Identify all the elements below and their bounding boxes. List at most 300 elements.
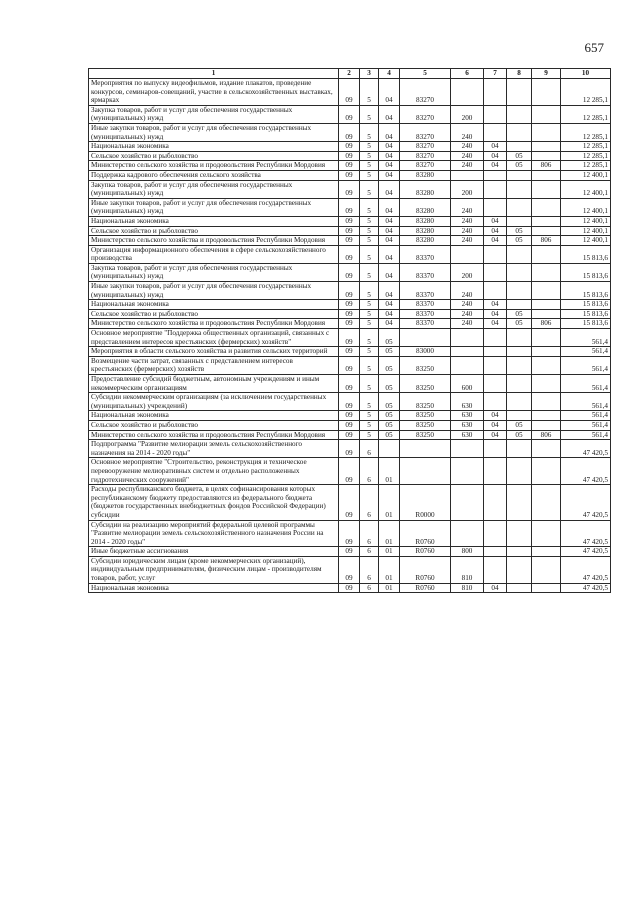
cell-code-4: 04 bbox=[379, 151, 400, 161]
cell-code-7 bbox=[484, 329, 507, 347]
cell-code-6: 200 bbox=[451, 180, 484, 198]
cell-code-6: 630 bbox=[451, 420, 484, 430]
table-row bbox=[89, 309, 611, 319]
cell-code-9 bbox=[532, 556, 561, 583]
cell-code-6: 240 bbox=[451, 216, 484, 226]
cell-amount: 47 420,5 bbox=[561, 583, 611, 593]
cell-amount: 12 400,1 bbox=[561, 180, 611, 198]
table-row bbox=[89, 170, 611, 180]
header-col-10: 10 bbox=[561, 69, 611, 79]
cell-code-8 bbox=[507, 411, 532, 421]
cell-code-8 bbox=[507, 520, 532, 547]
cell-code-3: 5 bbox=[360, 263, 379, 281]
cell-code-7: 04 bbox=[484, 226, 507, 236]
cell-code-4: 05 bbox=[379, 375, 400, 393]
cell-code-3: 5 bbox=[360, 393, 379, 411]
cell-code-2: 09 bbox=[339, 236, 360, 246]
cell-code-8 bbox=[507, 170, 532, 180]
cell-code-4 bbox=[379, 440, 400, 458]
cell-code-7 bbox=[484, 79, 507, 106]
cell-amount: 12 400,1 bbox=[561, 236, 611, 246]
cell-code-6: 240 bbox=[451, 282, 484, 300]
cell-code-9 bbox=[532, 123, 561, 141]
table-row bbox=[89, 282, 611, 300]
cell-code-6: 240 bbox=[451, 236, 484, 246]
cell-code-7: 04 bbox=[484, 236, 507, 246]
cell-code-6: 240 bbox=[451, 309, 484, 319]
cell-amount: 561,4 bbox=[561, 430, 611, 440]
cell-code-2: 09 bbox=[339, 393, 360, 411]
cell-code-7: 04 bbox=[484, 430, 507, 440]
cell-amount: 12 285,1 bbox=[561, 161, 611, 171]
cell-code-9: 806 bbox=[532, 430, 561, 440]
cell-code-5: 83270 bbox=[400, 151, 451, 161]
cell-item-name: Министерство сельского хозяйства и продовольствия Республики Мордовия bbox=[89, 430, 339, 440]
cell-code-8: 05 bbox=[507, 161, 532, 171]
table-row bbox=[89, 375, 611, 393]
cell-code-3: 5 bbox=[360, 198, 379, 216]
cell-code-8: 05 bbox=[507, 151, 532, 161]
cell-item-name: Субсидии юридическим лицам (кроме некоммерческих организаций), индивидуальным предпринимателям, физическим лицам - производителям товаров, работ, услуг bbox=[89, 556, 339, 583]
cell-code-5: 83270 bbox=[400, 79, 451, 106]
cell-item-name: Организация информационного обеспечения в сфере сельскохозяйственного производства bbox=[89, 245, 339, 263]
cell-code-2: 09 bbox=[339, 329, 360, 347]
cell-code-4: 05 bbox=[379, 411, 400, 421]
cell-item-name: Сельское хозяйство и рыболовство bbox=[89, 151, 339, 161]
cell-code-3: 6 bbox=[360, 556, 379, 583]
cell-code-9 bbox=[532, 216, 561, 226]
cell-code-6 bbox=[451, 170, 484, 180]
cell-code-6 bbox=[451, 347, 484, 357]
cell-code-4: 04 bbox=[379, 216, 400, 226]
cell-code-2: 09 bbox=[339, 411, 360, 421]
cell-amount: 12 400,1 bbox=[561, 216, 611, 226]
cell-code-3: 5 bbox=[360, 300, 379, 310]
cell-item-name: Основное мероприятие "Строительство, реконструкция и техническое перевооружение мелиоративных систем и отдельно расположенных гидротехнических сооружений" bbox=[89, 458, 339, 485]
cell-code-7 bbox=[484, 170, 507, 180]
cell-item-name: Подпрограмма "Развитие мелиорации земель сельскохозяйственного назначения на 2014 - 2020 годы" bbox=[89, 440, 339, 458]
cell-code-2: 09 bbox=[339, 520, 360, 547]
cell-code-6: 240 bbox=[451, 123, 484, 141]
cell-code-4: 04 bbox=[379, 263, 400, 281]
table-row bbox=[89, 393, 611, 411]
cell-code-6 bbox=[451, 485, 484, 520]
cell-code-7: 04 bbox=[484, 161, 507, 171]
cell-code-8: 05 bbox=[507, 430, 532, 440]
cell-code-8 bbox=[507, 356, 532, 374]
cell-code-9 bbox=[532, 170, 561, 180]
cell-code-8 bbox=[507, 105, 532, 123]
cell-code-9: 806 bbox=[532, 236, 561, 246]
header-col-6: 6 bbox=[451, 69, 484, 79]
cell-code-6 bbox=[451, 79, 484, 106]
cell-code-8 bbox=[507, 198, 532, 216]
cell-code-7 bbox=[484, 556, 507, 583]
table-row bbox=[89, 420, 611, 430]
cell-code-9: 806 bbox=[532, 319, 561, 329]
cell-code-3: 5 bbox=[360, 356, 379, 374]
cell-amount: 47 420,5 bbox=[561, 458, 611, 485]
cell-code-8 bbox=[507, 142, 532, 152]
header-col-9: 9 bbox=[532, 69, 561, 79]
table-row bbox=[89, 485, 611, 520]
cell-code-4: 01 bbox=[379, 520, 400, 547]
cell-code-5 bbox=[400, 458, 451, 485]
cell-item-name: Предоставление субсидий бюджетным, автономным учреждениям и иным некоммерческим организациям bbox=[89, 375, 339, 393]
cell-item-name: Расходы республиканского бюджета, в целях софинансирования которых республиканскому бюджету предоставляются из федерального бюджета (бюджетов государственных внебюджетных фондов Российской Федерации) субсидии bbox=[89, 485, 339, 520]
cell-code-2: 09 bbox=[339, 556, 360, 583]
cell-code-7 bbox=[484, 458, 507, 485]
cell-code-9 bbox=[532, 282, 561, 300]
cell-code-5: 83370 bbox=[400, 282, 451, 300]
cell-item-name: Иные бюджетные ассигнования bbox=[89, 547, 339, 557]
cell-code-9 bbox=[532, 245, 561, 263]
cell-code-3: 5 bbox=[360, 411, 379, 421]
cell-code-3: 5 bbox=[360, 226, 379, 236]
cell-code-2: 09 bbox=[339, 309, 360, 319]
cell-code-3: 5 bbox=[360, 309, 379, 319]
table-row bbox=[89, 430, 611, 440]
cell-code-8 bbox=[507, 216, 532, 226]
table-row bbox=[89, 245, 611, 263]
cell-code-2: 09 bbox=[339, 151, 360, 161]
cell-code-2: 09 bbox=[339, 198, 360, 216]
cell-code-7 bbox=[484, 180, 507, 198]
cell-amount: 12 400,1 bbox=[561, 198, 611, 216]
table-row bbox=[89, 520, 611, 547]
cell-amount: 12 285,1 bbox=[561, 123, 611, 141]
cell-code-7: 04 bbox=[484, 411, 507, 421]
cell-code-4: 05 bbox=[379, 329, 400, 347]
header-col-8: 8 bbox=[507, 69, 532, 79]
header-col-2: 2 bbox=[339, 69, 360, 79]
table-row bbox=[89, 123, 611, 141]
cell-code-9 bbox=[532, 420, 561, 430]
cell-code-2: 09 bbox=[339, 170, 360, 180]
cell-item-name: Министерство сельского хозяйства и продовольствия Республики Мордовия bbox=[89, 319, 339, 329]
cell-code-8: 05 bbox=[507, 420, 532, 430]
cell-code-3: 5 bbox=[360, 375, 379, 393]
cell-code-8 bbox=[507, 458, 532, 485]
cell-code-2: 09 bbox=[339, 375, 360, 393]
cell-code-2: 09 bbox=[339, 347, 360, 357]
cell-code-5: R0760 bbox=[400, 556, 451, 583]
cell-code-2: 09 bbox=[339, 485, 360, 520]
cell-code-6: 810 bbox=[451, 583, 484, 593]
cell-code-9: 806 bbox=[532, 161, 561, 171]
cell-code-7: 04 bbox=[484, 309, 507, 319]
cell-code-8: 05 bbox=[507, 226, 532, 236]
cell-code-7 bbox=[484, 123, 507, 141]
cell-code-6: 600 bbox=[451, 375, 484, 393]
cell-code-3: 5 bbox=[360, 420, 379, 430]
cell-code-7: 04 bbox=[484, 151, 507, 161]
cell-code-2: 09 bbox=[339, 142, 360, 152]
cell-code-9 bbox=[532, 583, 561, 593]
cell-code-2: 09 bbox=[339, 430, 360, 440]
cell-code-2: 09 bbox=[339, 226, 360, 236]
cell-item-name: Министерство сельского хозяйства и продовольствия Республики Мордовия bbox=[89, 236, 339, 246]
cell-item-name: Сельское хозяйство и рыболовство bbox=[89, 420, 339, 430]
cell-code-8 bbox=[507, 282, 532, 300]
cell-code-9 bbox=[532, 411, 561, 421]
cell-code-8: 05 bbox=[507, 236, 532, 246]
cell-code-4: 04 bbox=[379, 142, 400, 152]
cell-code-9 bbox=[532, 356, 561, 374]
cell-code-4: 01 bbox=[379, 485, 400, 520]
cell-code-6: 240 bbox=[451, 300, 484, 310]
cell-code-4: 04 bbox=[379, 79, 400, 106]
cell-code-4: 04 bbox=[379, 309, 400, 319]
cell-code-2: 09 bbox=[339, 319, 360, 329]
cell-code-4: 01 bbox=[379, 583, 400, 593]
cell-code-3: 5 bbox=[360, 319, 379, 329]
table-row bbox=[89, 411, 611, 421]
cell-amount: 561,4 bbox=[561, 356, 611, 374]
cell-amount: 12 285,1 bbox=[561, 79, 611, 106]
cell-code-4: 05 bbox=[379, 430, 400, 440]
cell-code-5: 83250 bbox=[400, 430, 451, 440]
table-row bbox=[89, 226, 611, 236]
cell-code-3: 5 bbox=[360, 142, 379, 152]
cell-code-5: 83280 bbox=[400, 236, 451, 246]
cell-amount: 561,4 bbox=[561, 393, 611, 411]
cell-code-9 bbox=[532, 226, 561, 236]
cell-code-3: 5 bbox=[360, 161, 379, 171]
cell-item-name: Иные закупки товаров, работ и услуг для обеспечения государственных (муниципальных) нужд bbox=[89, 123, 339, 141]
cell-code-9 bbox=[532, 375, 561, 393]
cell-code-5: 83280 bbox=[400, 170, 451, 180]
cell-item-name: Национальная экономика bbox=[89, 411, 339, 421]
cell-code-9 bbox=[532, 347, 561, 357]
cell-code-9 bbox=[532, 485, 561, 520]
cell-code-3: 5 bbox=[360, 180, 379, 198]
cell-code-6 bbox=[451, 245, 484, 263]
cell-code-9 bbox=[532, 180, 561, 198]
cell-code-6: 240 bbox=[451, 226, 484, 236]
cell-item-name: Иные закупки товаров, работ и услуг для обеспечения государственных (муниципальных) нужд bbox=[89, 282, 339, 300]
cell-code-5: 83270 bbox=[400, 123, 451, 141]
cell-amount: 12 285,1 bbox=[561, 151, 611, 161]
cell-amount: 12 285,1 bbox=[561, 142, 611, 152]
cell-code-8: 05 bbox=[507, 309, 532, 319]
cell-code-5: 83270 bbox=[400, 142, 451, 152]
cell-code-9 bbox=[532, 198, 561, 216]
cell-code-4: 04 bbox=[379, 226, 400, 236]
table-row bbox=[89, 142, 611, 152]
cell-code-4: 05 bbox=[379, 420, 400, 430]
cell-code-8 bbox=[507, 347, 532, 357]
cell-code-7: 04 bbox=[484, 216, 507, 226]
cell-code-5: R0760 bbox=[400, 520, 451, 547]
cell-item-name: Национальная экономика bbox=[89, 300, 339, 310]
cell-code-3: 6 bbox=[360, 458, 379, 485]
cell-code-4: 01 bbox=[379, 547, 400, 557]
cell-code-8 bbox=[507, 245, 532, 263]
table-row bbox=[89, 329, 611, 347]
cell-amount: 12 400,1 bbox=[561, 226, 611, 236]
cell-code-7 bbox=[484, 485, 507, 520]
cell-code-4: 04 bbox=[379, 300, 400, 310]
header-col-1: 1 bbox=[89, 69, 339, 79]
cell-code-6: 630 bbox=[451, 411, 484, 421]
cell-code-5: 83270 bbox=[400, 105, 451, 123]
cell-code-9 bbox=[532, 547, 561, 557]
cell-code-3: 5 bbox=[360, 216, 379, 226]
cell-code-6 bbox=[451, 458, 484, 485]
cell-code-4: 04 bbox=[379, 319, 400, 329]
header-col-5: 5 bbox=[400, 69, 451, 79]
cell-code-6: 810 bbox=[451, 556, 484, 583]
cell-code-6: 240 bbox=[451, 142, 484, 152]
page-number: 657 bbox=[584, 40, 604, 55]
cell-code-7 bbox=[484, 105, 507, 123]
cell-code-7 bbox=[484, 393, 507, 411]
cell-code-2: 09 bbox=[339, 547, 360, 557]
cell-code-3: 5 bbox=[360, 170, 379, 180]
cell-code-7 bbox=[484, 347, 507, 357]
cell-item-name: Закупка товаров, работ и услуг для обеспечения государственных (муниципальных) нужд bbox=[89, 263, 339, 281]
cell-item-name: Национальная экономика bbox=[89, 142, 339, 152]
cell-code-9 bbox=[532, 440, 561, 458]
budget-table bbox=[88, 68, 611, 593]
cell-code-3: 5 bbox=[360, 430, 379, 440]
cell-item-name: Закупка товаров, работ и услуг для обеспечения государственных (муниципальных) нужд bbox=[89, 105, 339, 123]
cell-item-name: Национальная экономика bbox=[89, 216, 339, 226]
cell-code-5: 83370 bbox=[400, 319, 451, 329]
cell-code-4: 01 bbox=[379, 556, 400, 583]
cell-code-7 bbox=[484, 263, 507, 281]
cell-code-2: 09 bbox=[339, 216, 360, 226]
table-row bbox=[89, 319, 611, 329]
cell-code-7: 04 bbox=[484, 420, 507, 430]
table-row bbox=[89, 556, 611, 583]
cell-code-6: 240 bbox=[451, 198, 484, 216]
table-row bbox=[89, 105, 611, 123]
cell-code-3: 6 bbox=[360, 583, 379, 593]
cell-code-3: 5 bbox=[360, 123, 379, 141]
table-row bbox=[89, 151, 611, 161]
cell-code-3: 6 bbox=[360, 485, 379, 520]
table-row bbox=[89, 440, 611, 458]
cell-code-3: 5 bbox=[360, 347, 379, 357]
cell-code-7 bbox=[484, 356, 507, 374]
cell-code-6 bbox=[451, 520, 484, 547]
table-row bbox=[89, 547, 611, 557]
cell-code-6 bbox=[451, 356, 484, 374]
cell-code-4: 04 bbox=[379, 170, 400, 180]
cell-item-name: Министерство сельского хозяйства и продовольствия Республики Мордовия bbox=[89, 161, 339, 171]
cell-code-6 bbox=[451, 329, 484, 347]
cell-amount: 15 813,6 bbox=[561, 300, 611, 310]
table-row bbox=[89, 583, 611, 593]
cell-code-9 bbox=[532, 263, 561, 281]
cell-code-2: 09 bbox=[339, 245, 360, 263]
cell-code-5: 83000 bbox=[400, 347, 451, 357]
cell-code-3: 5 bbox=[360, 79, 379, 106]
cell-code-4: 04 bbox=[379, 282, 400, 300]
cell-item-name: Поддержка кадрового обеспечения сельского хозяйства bbox=[89, 170, 339, 180]
table-row bbox=[89, 79, 611, 106]
cell-code-2: 09 bbox=[339, 458, 360, 485]
cell-code-7: 04 bbox=[484, 142, 507, 152]
cell-code-5: 83370 bbox=[400, 245, 451, 263]
cell-code-7: 04 bbox=[484, 300, 507, 310]
cell-code-8 bbox=[507, 263, 532, 281]
cell-amount: 47 420,5 bbox=[561, 485, 611, 520]
cell-amount: 561,4 bbox=[561, 347, 611, 357]
cell-code-2: 09 bbox=[339, 583, 360, 593]
cell-code-3: 6 bbox=[360, 547, 379, 557]
cell-code-2: 09 bbox=[339, 282, 360, 300]
cell-code-2: 09 bbox=[339, 420, 360, 430]
cell-item-name: Мероприятия в области сельского хозяйства и развития сельских территорий bbox=[89, 347, 339, 357]
cell-code-5: R0760 bbox=[400, 547, 451, 557]
cell-code-8 bbox=[507, 547, 532, 557]
cell-code-8 bbox=[507, 79, 532, 106]
cell-code-3: 5 bbox=[360, 329, 379, 347]
cell-code-2: 09 bbox=[339, 440, 360, 458]
cell-code-5: 83250 bbox=[400, 411, 451, 421]
cell-code-9 bbox=[532, 151, 561, 161]
cell-item-name: Сельское хозяйство и рыболовство bbox=[89, 309, 339, 319]
cell-item-name: Национальная экономика bbox=[89, 583, 339, 593]
cell-code-8 bbox=[507, 329, 532, 347]
cell-amount: 15 813,6 bbox=[561, 282, 611, 300]
cell-code-4: 05 bbox=[379, 356, 400, 374]
cell-amount: 561,4 bbox=[561, 411, 611, 421]
cell-amount: 12 285,1 bbox=[561, 105, 611, 123]
cell-amount: 561,4 bbox=[561, 329, 611, 347]
cell-code-8 bbox=[507, 485, 532, 520]
cell-code-5: 83250 bbox=[400, 356, 451, 374]
cell-amount: 47 420,5 bbox=[561, 556, 611, 583]
cell-code-5: 83280 bbox=[400, 226, 451, 236]
table-row bbox=[89, 347, 611, 357]
cell-code-7 bbox=[484, 375, 507, 393]
table-row bbox=[89, 161, 611, 171]
cell-code-8 bbox=[507, 375, 532, 393]
cell-code-8 bbox=[507, 393, 532, 411]
cell-code-9 bbox=[532, 142, 561, 152]
cell-code-6: 240 bbox=[451, 151, 484, 161]
table-body bbox=[89, 79, 611, 593]
cell-code-2: 09 bbox=[339, 161, 360, 171]
cell-code-4: 04 bbox=[379, 161, 400, 171]
header-col-4: 4 bbox=[379, 69, 400, 79]
cell-code-6: 630 bbox=[451, 393, 484, 411]
cell-code-7 bbox=[484, 245, 507, 263]
cell-code-6: 200 bbox=[451, 105, 484, 123]
cell-code-7 bbox=[484, 198, 507, 216]
cell-code-8 bbox=[507, 556, 532, 583]
cell-code-6: 240 bbox=[451, 161, 484, 171]
cell-code-4: 04 bbox=[379, 123, 400, 141]
cell-code-7: 04 bbox=[484, 319, 507, 329]
cell-code-6: 240 bbox=[451, 319, 484, 329]
cell-code-7 bbox=[484, 440, 507, 458]
cell-code-2: 09 bbox=[339, 300, 360, 310]
header-col-7: 7 bbox=[484, 69, 507, 79]
cell-code-2: 09 bbox=[339, 356, 360, 374]
cell-code-5: 83250 bbox=[400, 393, 451, 411]
table-row bbox=[89, 236, 611, 246]
cell-code-6: 800 bbox=[451, 547, 484, 557]
cell-code-5: 83280 bbox=[400, 216, 451, 226]
table-row bbox=[89, 356, 611, 374]
cell-code-2: 09 bbox=[339, 263, 360, 281]
cell-amount: 12 400,1 bbox=[561, 170, 611, 180]
